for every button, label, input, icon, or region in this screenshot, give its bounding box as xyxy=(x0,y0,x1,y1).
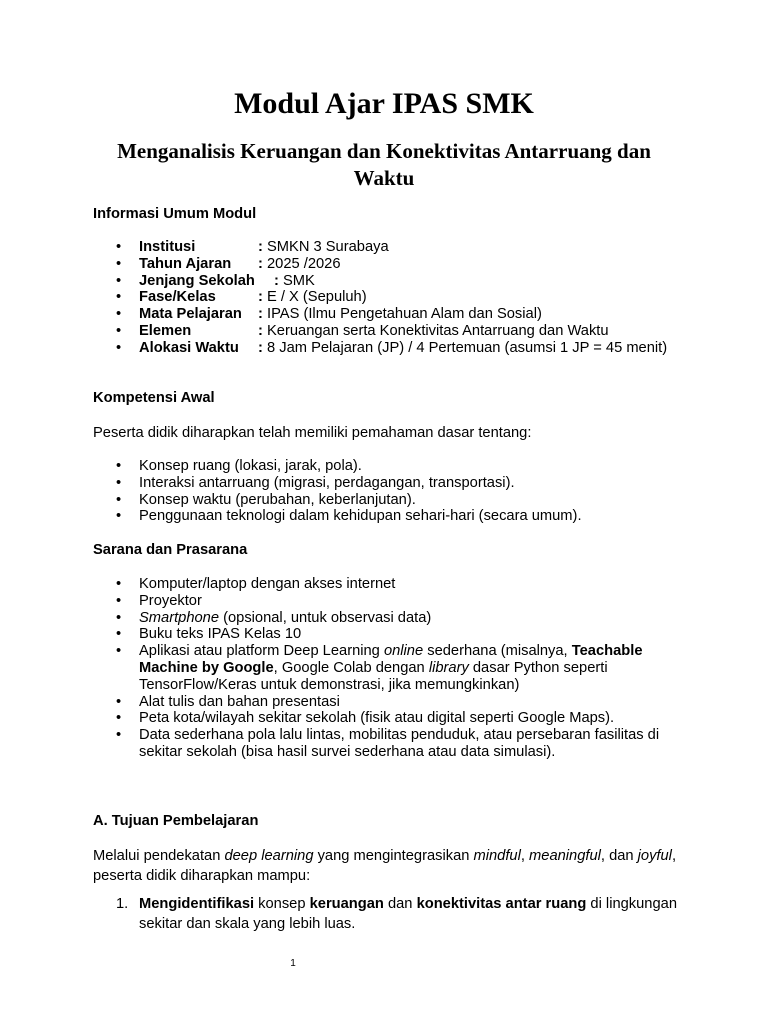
info-label: Alokasi Waktu xyxy=(139,339,239,356)
info-value: IPAS (Ilmu Pengetahuan Alam dan Sosial) xyxy=(267,306,542,323)
info-value: E / X (Sepuluh) xyxy=(267,289,367,306)
tujuan-heading: A. Tujuan Pembelajaran xyxy=(93,813,259,829)
info-separator: : xyxy=(274,272,279,289)
info-value: SMK xyxy=(283,272,315,289)
aplikasi-text: dasar Python seperti TensorFlow/Keras untuk demonstrasi, jika memungkinkan) xyxy=(139,659,608,693)
info-value: 2025 /2026 xyxy=(267,255,341,272)
sarana-list xyxy=(0,576,768,761)
aplikasi-text: , Google Colab dengan xyxy=(273,659,429,676)
tujuan-intro xyxy=(93,846,677,886)
page-number: 1 xyxy=(290,958,296,969)
info-separator: : xyxy=(258,239,263,255)
info-separator: : xyxy=(258,339,263,356)
aplikasi-text: sederhana (misalnya, xyxy=(423,643,572,660)
tujuan-text: dan xyxy=(383,896,417,912)
list-item xyxy=(0,894,679,934)
document-subtitle: Menganalisis Keruangan dan Konektivitas Antarruang dan Waktu xyxy=(117,139,651,190)
info-label: Mata Pelajaran xyxy=(139,306,242,323)
info-item xyxy=(0,256,679,273)
list-item: • Komputer/laptop dengan akses internet xyxy=(0,576,679,593)
item-number: 1. xyxy=(116,896,129,912)
deep-learning-term: deep learning xyxy=(224,848,314,864)
info-item xyxy=(0,239,679,256)
info-label: Tahun Ajaran xyxy=(139,255,232,272)
sarana-heading: Sarana dan Prasarana xyxy=(93,542,248,558)
mindful-term: mindful xyxy=(473,848,521,864)
meaningful-term: meaningful xyxy=(529,848,601,864)
tujuan-text: di lingkungan sekitar dan skala yang lebih luas. xyxy=(139,896,677,932)
info-separator: : xyxy=(258,289,263,306)
tujuan-text: , xyxy=(520,848,530,864)
info-label: Elemen xyxy=(139,322,192,339)
library-term: library xyxy=(428,659,469,676)
list-item: • Buku teks IPAS Kelas 10 xyxy=(0,626,679,643)
smartphone-term: Smartphone xyxy=(139,609,220,626)
list-item: • Konsep waktu (perubahan, keberlanjutan). xyxy=(0,492,679,509)
info-value: SMKN 3 Surabaya xyxy=(267,239,389,255)
list-item: • Konsep ruang (lokasi, jarak, pola). xyxy=(0,458,679,475)
info-item xyxy=(0,273,679,290)
smartphone-text: (opsional, untuk observasi data) xyxy=(219,609,432,626)
keruangan-term: keruangan xyxy=(309,896,384,912)
tujuan-text: Melalui pendekatan xyxy=(93,848,225,864)
list-item: • Interaksi antarruang (migrasi, perdagangan, transportasi). xyxy=(0,475,679,492)
konektivitas-term: konektivitas antar ruang xyxy=(416,896,587,912)
teachable-machine-term: Teachable Machine by Google xyxy=(139,643,643,676)
info-value: Keruangan serta Konektivitas Antarruang dan Waktu xyxy=(267,322,609,339)
tujuan-verb: Mengidentifikasi xyxy=(139,896,255,912)
tujuan-list xyxy=(0,894,768,934)
info-separator: : xyxy=(258,322,263,339)
info-item xyxy=(0,323,679,340)
info-item xyxy=(0,340,679,357)
list-item: • Alat tulis dan bahan presentasi xyxy=(0,694,679,711)
info-label: Fase/Kelas xyxy=(139,289,216,306)
online-term: online xyxy=(383,643,424,660)
info-heading: Informasi Umum Modul xyxy=(93,206,257,222)
tujuan-text: , dan xyxy=(600,848,638,864)
joyful-term: joyful xyxy=(637,848,672,864)
info-item xyxy=(0,306,679,323)
tujuan-text: konsep xyxy=(254,896,310,912)
kompetensi-list xyxy=(0,458,768,525)
list-item xyxy=(0,610,679,627)
list-item: • Peta kota/wilayah sekitar sekolah (fisik atau digital seperti Google Maps). xyxy=(0,710,679,727)
info-label: Jenjang Sekolah xyxy=(139,272,255,289)
document-title: Modul Ajar IPAS SMK xyxy=(234,87,534,120)
kompetensi-intro: Peserta didik diharapkan telah memiliki pemahaman dasar tentang: xyxy=(93,425,532,441)
aplikasi-text: Aplikasi atau platform Deep Learning xyxy=(139,643,384,660)
info-list xyxy=(0,239,768,357)
list-item: • Data sederhana pola lalu lintas, mobilitas penduduk, atau persebaran fasilitas di sekitar sekolah (bisa hasil survei sederhana atau data simulasi). xyxy=(0,727,679,761)
tujuan-text: , peserta didik diharapkan mampu: xyxy=(93,848,677,884)
info-separator: : xyxy=(258,306,263,323)
tujuan-text: yang mengintegrasikan xyxy=(313,848,474,864)
info-value: 8 Jam Pelajaran (JP) / 4 Pertemuan (asumsi 1 JP = 45 menit) xyxy=(267,339,668,356)
list-item: • Proyektor xyxy=(0,593,679,610)
list-item xyxy=(0,643,679,693)
list-item: • Penggunaan teknologi dalam kehidupan sehari-hari (secara umum). xyxy=(0,508,679,525)
info-item xyxy=(0,289,679,306)
info-separator: : xyxy=(258,255,263,272)
kompetensi-heading: Kompetensi Awal xyxy=(93,390,215,406)
info-label: Institusi xyxy=(139,239,196,255)
